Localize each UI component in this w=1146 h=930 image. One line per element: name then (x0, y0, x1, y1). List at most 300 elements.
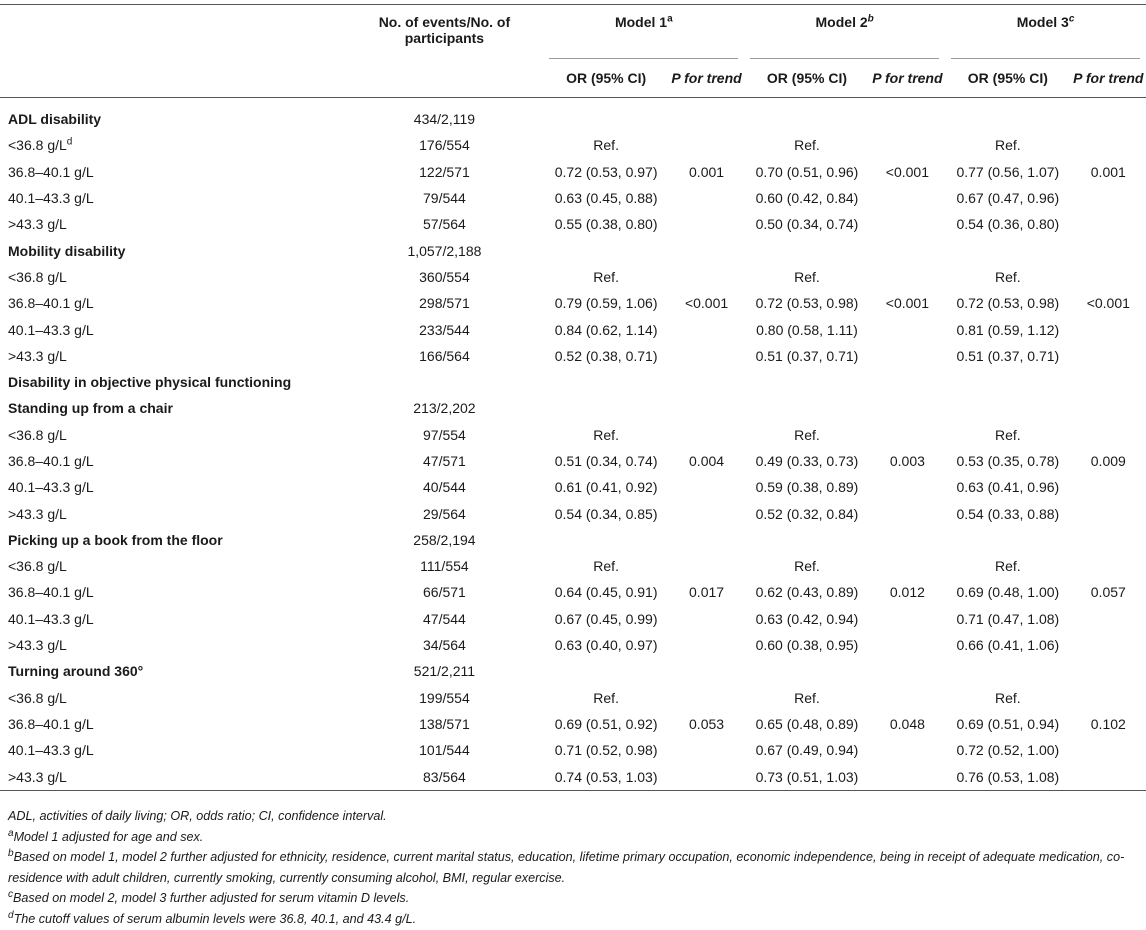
footnote-c-sup: c (8, 889, 13, 901)
row-label-cell (0, 264, 346, 290)
events-cell: 47/571 (423, 453, 466, 469)
table-row (0, 264, 1146, 290)
model-1-p-cell (669, 132, 744, 158)
model-3-or-cell: 0.77 (0.56, 1.07) (956, 163, 1060, 180)
table-row (0, 343, 1146, 369)
model-3-p-cell (1071, 264, 1146, 290)
model-3-p-cell (1071, 763, 1146, 790)
model-2-or-cell (744, 395, 870, 421)
model-2-p-cell (870, 527, 945, 553)
model-3-p-cell (1071, 132, 1146, 158)
model-3-p-cell (1071, 658, 1146, 684)
model-2-p-cell (870, 132, 945, 158)
row-label: Mobility disability (8, 242, 126, 259)
table-row (0, 448, 1146, 474)
model-1-or-cell: Ref. (593, 268, 619, 285)
row-label-cell (0, 98, 346, 133)
events-cell: 111/554 (420, 558, 469, 575)
model-3-p-cell (1071, 422, 1146, 448)
model-3-or-cell (945, 658, 1071, 684)
model-1-p-cell (669, 98, 744, 133)
row-label-cell (0, 132, 346, 158)
table-row (0, 606, 1146, 632)
model-3-or-cell: Ref. (994, 426, 1021, 443)
model-3-p-cell (1071, 553, 1146, 579)
row-label-cell (0, 606, 346, 632)
model-1-p-cell (669, 369, 744, 395)
footnote-c (8, 888, 1142, 909)
table-row (0, 685, 1146, 711)
model-2-p-cell (870, 474, 945, 500)
row-label: >43.3 g/L (8, 216, 67, 233)
row-label: <36.8 g/L (8, 268, 67, 285)
model-3-sup: c (1068, 13, 1075, 25)
row-label-sup: d (66, 136, 73, 148)
model-1-p-cell (669, 500, 744, 526)
footnote-abbrev: ADL, activities of daily living; OR, odds ratio; CI, confidence interval. (8, 809, 387, 823)
model-2-or-cell: 0.52 (0.32, 0.84) (755, 505, 859, 522)
header-events-label: No. of events/No. of participants (378, 14, 511, 46)
model-3-or-cell: 0.69 (0.51, 0.94) (956, 715, 1060, 732)
row-label: 40.1–43.3 g/L (8, 190, 94, 207)
model-1-or-cell (543, 658, 669, 684)
events-cell: 138/571 (419, 715, 470, 732)
model-2-p-cell (870, 500, 945, 526)
footnote-b-text: Based on model 1, model 2 further adjusted for ethnicity, residence, current marital status, education, lifetime primary occupation, economic independence, being in receipt of adequate medication, co-residence with adult children, currently smoking, currently consuming alcohol, BMI, regular exercise. (8, 850, 1125, 885)
footnote-c-text: Based on model 2, model 3 further adjusted for serum vitamin D levels. (13, 891, 410, 906)
table-row (0, 474, 1146, 500)
header-events (346, 5, 544, 98)
model-1-label: Model 1 (614, 14, 668, 30)
row-label: 36.8–40.1 g/L (8, 295, 94, 312)
row-label: Picking up a book from the floor (8, 531, 223, 548)
row-label-cell (0, 211, 346, 237)
events-cell: 83/564 (346, 763, 544, 790)
model-1-p-cell (669, 185, 744, 211)
model-2-p-cell (870, 685, 945, 711)
model-2-or-cell (744, 658, 870, 684)
table-row (0, 763, 1146, 790)
header-model-3 (945, 5, 1146, 60)
model-2-p-cell (870, 632, 945, 658)
section-row (0, 395, 1146, 421)
model-2-or-cell: Ref. (794, 689, 820, 706)
model-2-p-cell (870, 211, 945, 237)
model-1-or-cell: 0.61 (0.41, 0.92) (554, 479, 658, 496)
model-1-or-cell: Ref. (593, 426, 619, 443)
header-model-1 (543, 5, 744, 60)
model-2-p-cell (870, 737, 945, 763)
model-2-sup: b (867, 13, 874, 25)
events-cell (346, 369, 544, 395)
model-2-p-cell (870, 185, 945, 211)
header-p-1 (669, 59, 744, 98)
model-1-or-cell: 0.63 (0.40, 0.97) (554, 637, 658, 654)
model-1-or-cell: 0.79 (0.59, 1.06) (554, 295, 658, 312)
model-1-p-cell (669, 685, 744, 711)
model-1-p-cell (669, 606, 744, 632)
model-1-or-cell (543, 527, 669, 553)
events-cell: 258/2,194 (413, 531, 476, 548)
model-1-or-cell: 0.55 (0.38, 0.80) (554, 216, 658, 233)
model-3-or-cell (945, 98, 1071, 133)
model-1-p-cell: 0.004 (689, 453, 725, 469)
model-2-or-cell: 0.65 (0.48, 0.89) (755, 715, 859, 732)
model-3-or-cell: 0.67 (0.47, 0.96) (956, 190, 1060, 207)
model-1-or-cell: 0.63 (0.45, 0.88) (554, 190, 658, 207)
model-3-p-cell (1071, 185, 1146, 211)
header-or-3: OR (95% CI) (945, 59, 1071, 98)
row-label-cell (0, 579, 346, 605)
model-2-p-cell (870, 316, 945, 342)
model-3-p-cell (1071, 632, 1146, 658)
events-cell: 40/544 (423, 479, 466, 496)
row-label-cell (0, 658, 346, 684)
model-1-p-cell: 0.053 (689, 715, 725, 732)
footnote-a (8, 827, 1142, 848)
table-row (0, 632, 1146, 658)
row-label: 36.8–40.1 g/L (8, 163, 94, 180)
row-label: 40.1–43.3 g/L (8, 479, 94, 496)
model-3-or-cell: 0.76 (0.53, 1.08) (945, 763, 1071, 790)
table-row (0, 290, 1146, 316)
model-1-or-cell (543, 237, 669, 263)
model-1-p-cell (669, 395, 744, 421)
row-label: Turning around 360° (8, 663, 144, 680)
events-cell: 57/564 (423, 216, 466, 233)
footnotes (8, 806, 1142, 930)
model-1-p-cell (669, 316, 744, 342)
model-3-or-cell (945, 369, 1071, 395)
model-3-or-cell (945, 237, 1071, 263)
model-2-p-cell: 0.012 (889, 584, 925, 601)
events-cell: 233/544 (419, 321, 470, 338)
model-2-or-cell: 0.60 (0.42, 0.84) (755, 190, 859, 207)
model-3-or-cell: Ref. (994, 268, 1021, 285)
model-1-or-cell: 0.71 (0.52, 0.98) (554, 742, 658, 759)
row-label-cell (0, 343, 346, 369)
row-label-cell (0, 737, 346, 763)
model-1-or-cell (543, 98, 669, 133)
row-label: 40.1–43.3 g/L (8, 321, 94, 338)
model-1-or-cell: 0.69 (0.51, 0.92) (554, 715, 658, 732)
model-1-or-cell (543, 369, 669, 395)
model-3-p-cell (1071, 685, 1146, 711)
model-2-p-cell: <0.001 (885, 163, 929, 180)
model-2-or-cell (744, 237, 870, 263)
row-label: >43.3 g/L (8, 505, 67, 522)
model-3-or-cell: 0.54 (0.36, 0.80) (956, 216, 1060, 233)
table-row (0, 711, 1146, 737)
table-row (0, 211, 1146, 237)
row-label: 36.8–40.1 g/L (8, 453, 94, 469)
section-row (0, 237, 1146, 263)
events-cell: 176/554 (419, 137, 470, 154)
row-label: ADL disability (8, 111, 102, 128)
header-p-3-text: P for trend (1073, 70, 1144, 86)
model-2-or-cell: 0.59 (0.38, 0.89) (755, 479, 859, 496)
model-1-or-cell (543, 395, 669, 421)
model-3-p-cell (1071, 369, 1146, 395)
footnote-a-sup: a (8, 827, 14, 839)
row-label-cell (0, 237, 346, 263)
table-row (0, 132, 1146, 158)
row-label: >43.3 g/L (8, 637, 67, 654)
section-row (0, 98, 1146, 133)
row-label-cell (0, 369, 346, 395)
model-2-or-cell: 0.49 (0.33, 0.73) (755, 453, 859, 469)
model-1-or-cell: Ref. (593, 137, 619, 154)
row-label: <36.8 g/L (8, 689, 67, 706)
model-2-p-cell (870, 395, 945, 421)
model-3-p-cell: 0.102 (1090, 715, 1126, 732)
model-3-p-cell (1071, 474, 1146, 500)
events-cell: 360/554 (419, 268, 470, 285)
model-2-p-cell: 0.003 (889, 453, 925, 469)
model-2-p-cell (870, 553, 945, 579)
table-body (0, 98, 1146, 791)
events-cell: 298/571 (419, 295, 470, 312)
events-cell: 66/571 (423, 584, 466, 601)
row-label: <36.8 g/L (8, 137, 67, 154)
model-1-p-cell: <0.001 (684, 295, 729, 312)
model-3-or-cell: Ref. (994, 137, 1021, 154)
events-cell: 1,057/2,188 (407, 242, 482, 259)
row-label: Standing up from a chair (8, 400, 173, 417)
model-2-p-cell: <0.001 (885, 295, 929, 312)
model-1-or-cell: 0.67 (0.45, 0.99) (554, 610, 658, 627)
row-label-cell (0, 448, 346, 474)
footnote-b (8, 847, 1142, 888)
model-3-p-cell: 0.057 (1090, 584, 1126, 601)
row-label-cell (0, 527, 346, 553)
model-1-p-cell (669, 737, 744, 763)
model-3-or-cell: Ref. (994, 558, 1021, 575)
model-1-p-cell (669, 527, 744, 553)
model-1-p-cell (669, 553, 744, 579)
row-label-cell (0, 395, 346, 421)
row-label-cell (0, 422, 346, 448)
model-2-or-cell (744, 98, 870, 133)
row-label-cell (0, 185, 346, 211)
events-cell: 213/2,202 (413, 400, 476, 417)
model-3-p-cell (1071, 316, 1146, 342)
row-label: 36.8–40.1 g/L (8, 584, 94, 601)
model-1-p-cell (669, 264, 744, 290)
model-2-or-cell: 0.50 (0.34, 0.74) (755, 216, 859, 233)
model-3-or-cell: 0.66 (0.41, 1.06) (956, 637, 1060, 654)
model-2-or-cell: 0.62 (0.43, 0.89) (755, 584, 859, 601)
model-3-p-cell (1071, 395, 1146, 421)
model-3-p-cell (1071, 737, 1146, 763)
events-cell: 29/564 (423, 505, 466, 522)
model-3-p-cell (1071, 500, 1146, 526)
model-1-or-cell: 0.54 (0.34, 0.85) (554, 505, 658, 522)
model-3-or-cell: 0.69 (0.48, 1.00) (956, 584, 1060, 601)
row-label: 36.8–40.1 g/L (8, 715, 94, 732)
model-1-p-cell (669, 763, 744, 790)
model-3-p-cell (1071, 343, 1146, 369)
model-2-p-cell (870, 264, 945, 290)
model-3-p-cell: 0.009 (1090, 453, 1126, 469)
model-2-or-cell: Ref. (794, 268, 820, 285)
events-cell: 47/544 (423, 610, 466, 627)
section-row (0, 527, 1146, 553)
model-2-or-cell: 0.67 (0.49, 0.94) (755, 742, 859, 759)
table-row (0, 159, 1146, 185)
row-label: >43.3 g/L (8, 768, 67, 785)
model-2-p-cell (870, 658, 945, 684)
row-label-cell (0, 500, 346, 526)
model-1-p-cell: 0.017 (689, 584, 725, 601)
footnote-a-text: Model 1 adjusted for age and sex. (13, 829, 204, 844)
model-3-or-cell: 0.81 (0.59, 1.12) (956, 321, 1060, 338)
model-2-or-cell: Ref. (794, 558, 820, 575)
model-2-or-cell: Ref. (794, 426, 820, 443)
row-label: >43.3 g/L (8, 347, 67, 364)
model-3-p-cell (1071, 211, 1146, 237)
header-p-2-text: P for trend (872, 70, 943, 86)
model-2-or-cell: Ref. (794, 137, 820, 154)
model-3-p-cell (1071, 237, 1146, 263)
events-cell: 166/564 (419, 347, 470, 364)
table-row (0, 500, 1146, 526)
model-3-or-cell (945, 395, 1071, 421)
header-blank (0, 5, 346, 60)
header-row-stats (0, 59, 1146, 98)
header-p-1-text: P for trend (671, 70, 742, 86)
model-2-or-cell: 0.60 (0.38, 0.95) (755, 637, 859, 654)
model-1-or-cell: Ref. (593, 558, 619, 575)
row-label: Disability in objective physical functioning (8, 374, 292, 391)
model-3-p-cell (1071, 527, 1146, 553)
model-1-or-cell: 0.64 (0.45, 0.91) (554, 584, 658, 601)
row-label-cell (0, 763, 346, 790)
model-3-p-cell (1071, 606, 1146, 632)
header-blank-2 (0, 59, 346, 98)
row-label: <36.8 g/L (8, 426, 67, 443)
row-label-cell (0, 290, 346, 316)
row-label-cell (0, 632, 346, 658)
footnote-d-text: The cutoff values of serum albumin levels were 36.8, 40.1, and 43.4 g/L. (13, 911, 417, 926)
model-2-p-cell (870, 606, 945, 632)
model-2-or-cell: 0.70 (0.51, 0.96) (755, 163, 859, 180)
section-row (0, 658, 1146, 684)
footnote-b-sup: b (8, 848, 14, 859)
model-2-or-cell: 0.80 (0.58, 1.11) (756, 321, 858, 338)
table-row (0, 316, 1146, 342)
row-label: 40.1–43.3 g/L (8, 610, 94, 627)
model-1-or-cell: 0.51 (0.34, 0.74) (554, 453, 658, 469)
results-table (0, 4, 1146, 791)
events-cell: 521/2,211 (413, 663, 476, 680)
header-row-models (0, 5, 1146, 60)
header-or-2: OR (95% CI) (744, 59, 870, 98)
row-label-cell (0, 474, 346, 500)
footnote-d (8, 909, 1142, 930)
header-p-2 (870, 59, 945, 98)
model-3-or-cell: Ref. (994, 689, 1021, 706)
model-1-p-cell (669, 474, 744, 500)
model-3-or-cell: 0.63 (0.41, 0.96) (956, 479, 1060, 496)
model-2-or-cell: 0.51 (0.37, 0.71) (755, 347, 859, 364)
model-2-p-cell: 0.048 (889, 715, 925, 732)
events-cell: 97/554 (423, 426, 466, 443)
model-1-p-cell (669, 237, 744, 263)
model-1-p-cell (669, 422, 744, 448)
model-2-or-cell (744, 527, 870, 553)
model-2-label: Model 2 (815, 14, 868, 30)
model-1-p-cell (669, 658, 744, 684)
model-2-or-cell (744, 369, 870, 395)
table-row (0, 422, 1146, 448)
table-row (0, 579, 1146, 605)
model-2-or-cell: 0.72 (0.53, 0.98) (755, 295, 859, 312)
model-1-or-cell: Ref. (593, 689, 619, 706)
model-1-p-cell (669, 343, 744, 369)
row-label-cell (0, 553, 346, 579)
model-2-p-cell (870, 343, 945, 369)
header-p-3 (1071, 59, 1146, 98)
events-cell: 34/564 (423, 637, 466, 654)
events-cell: 122/571 (419, 163, 470, 180)
row-label: <36.8 g/L (8, 558, 67, 575)
model-2-p-cell (870, 369, 945, 395)
model-1-or-cell: 0.72 (0.53, 0.97) (554, 163, 658, 180)
model-1-sup: a (667, 13, 673, 25)
events-cell: 101/544 (419, 742, 470, 759)
model-3-p-cell: <0.001 (1086, 295, 1130, 312)
model-1-p-cell: 0.001 (689, 163, 725, 180)
model-3-label: Model 3 (1016, 14, 1069, 30)
row-label-cell (0, 685, 346, 711)
model-2-or-cell: 0.63 (0.42, 0.94) (755, 610, 859, 627)
events-cell: 79/544 (423, 190, 466, 207)
model-1-or-cell: 0.52 (0.38, 0.71) (554, 347, 658, 364)
model-3-or-cell (945, 527, 1071, 553)
header-or-1: OR (95% CI) (543, 59, 669, 98)
model-3-p-cell: 0.001 (1090, 163, 1126, 180)
model-2-p-cell (870, 237, 945, 263)
model-3-p-cell (1071, 98, 1146, 133)
model-1-or-cell: 0.84 (0.62, 1.14) (554, 321, 658, 338)
model-1-or-cell: 0.74 (0.53, 1.03) (543, 763, 669, 790)
model-2-p-cell (870, 422, 945, 448)
section-row (0, 369, 1146, 395)
model-2-p-cell (870, 763, 945, 790)
footnote-d-sup: d (8, 909, 14, 921)
row-label-cell (0, 711, 346, 737)
model-3-or-cell: 0.53 (0.35, 0.78) (956, 453, 1060, 469)
model-1-p-cell (669, 211, 744, 237)
model-1-p-cell (669, 632, 744, 658)
table-row (0, 553, 1146, 579)
model-2-or-cell: 0.73 (0.51, 1.03) (744, 763, 870, 790)
row-label-cell (0, 159, 346, 185)
table-row (0, 185, 1146, 211)
model-3-or-cell: 0.71 (0.47, 1.08) (956, 610, 1060, 627)
model-3-or-cell: 0.51 (0.37, 0.71) (956, 347, 1060, 364)
model-3-or-cell: 0.72 (0.52, 1.00) (956, 742, 1060, 759)
events-cell: 434/2,119 (413, 111, 476, 128)
table-row (0, 737, 1146, 763)
row-label-cell (0, 316, 346, 342)
header-model-2 (744, 5, 945, 60)
model-2-p-cell (870, 98, 945, 133)
model-3-or-cell: 0.54 (0.33, 0.88) (956, 505, 1060, 522)
model-3-or-cell: 0.72 (0.53, 0.98) (956, 295, 1060, 312)
row-label: 40.1–43.3 g/L (8, 742, 94, 759)
